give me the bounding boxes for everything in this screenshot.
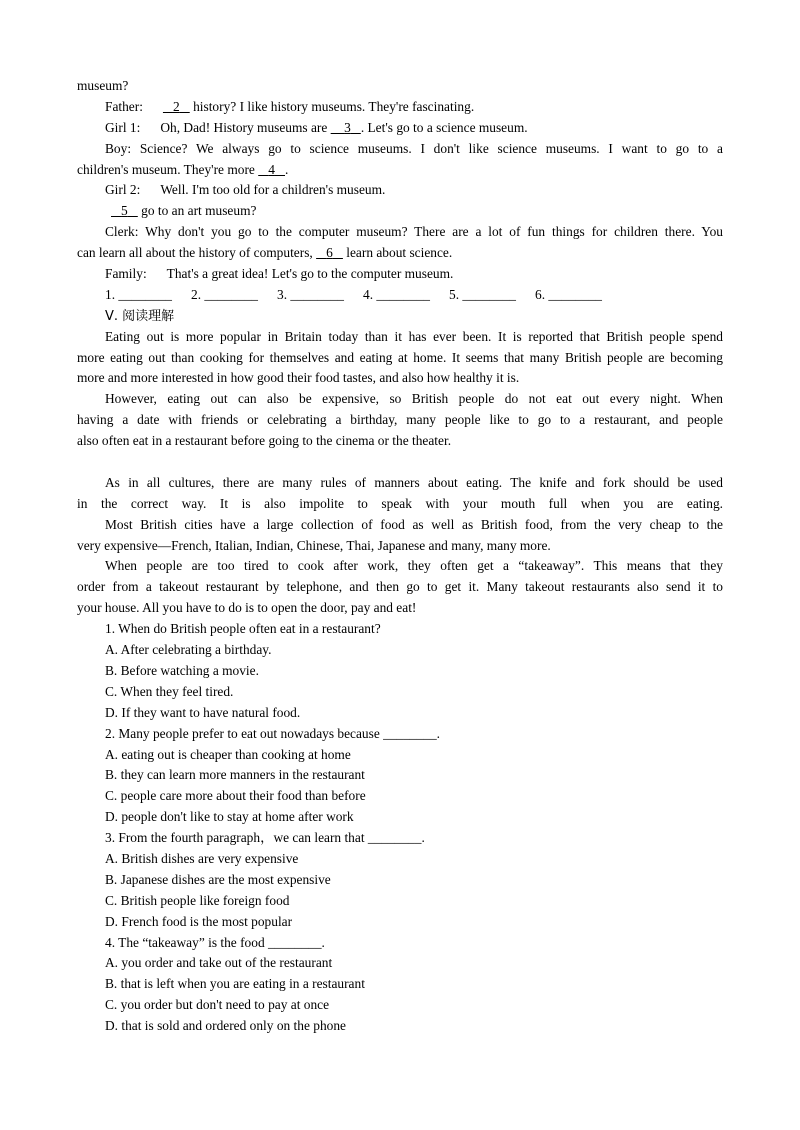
passage-line: Eating out is more popular in Britain today than it has ever been. It is reported that British people spend [105,328,723,344]
blank-5: 5 [121,203,128,219]
worksheet-page [77,76,723,1037]
option-2c[interactable]: C. people care more about their food than before [105,788,366,804]
dialogue-text: go to an art museum? [137,203,257,219]
speaker-label: Clerk: [105,224,139,240]
answer-blank-3[interactable]: 3. ________ [277,286,344,302]
answer-blank-2[interactable]: 2. ________ [191,286,258,302]
passage-line: having a date with friends or celebrating a birthday, many people like to go to a restaurant, and people [77,412,723,428]
answer-blank-5[interactable]: 5. ________ [449,286,516,302]
dialogue-text: Science? We always go to science museums. I don't like science museums. I want to go to a [139,140,723,156]
blank-3: 3 [344,119,351,135]
dialogue-line [77,160,723,181]
passage-line: more eating out than cooking for themselves and eating at home. It seems that many British people are becoming [77,349,723,365]
option-3b[interactable]: B. Japanese dishes are the most expensive [105,871,331,887]
question-2: 2. Many people prefer to eat out nowadays because ________. [105,725,441,741]
dialogue-text: Oh, Dad! History museums are [160,119,331,135]
dialogue-text: . [285,161,289,177]
dialogue-line-girl1 [77,118,723,139]
question-3: 3. From the fourth paragraph，we can learn that ________. [105,830,425,846]
speaker-label: Family: [105,266,147,282]
passage-line: As in all cultures, there are many rules of manners about eating. The knife and fork should be used [105,474,723,490]
speaker-label: Girl 1: [105,119,141,135]
option-1a[interactable]: A. After celebrating a birthday. [105,642,272,658]
question-4: 4. The “takeaway” is the food ________. [105,934,325,950]
option-3a[interactable]: A. British dishes are very expensive [105,850,299,866]
dialogue-line-father [77,97,723,118]
answer-blank-1[interactable]: 1. ________ [105,286,172,302]
passage-line: However, eating out can also be expensive, so British people do not eat out every night. When [105,391,723,407]
dialogue-text: can learn all about the history of computers, [77,245,317,261]
option-4d[interactable]: D. that is sold and ordered only on the phone [105,1018,346,1034]
option-1b[interactable]: B. Before watching a movie. [105,662,259,678]
option-2b[interactable]: B. they can learn more manners in the restaurant [105,767,365,783]
dialogue-text: Well. I'm too old for a children's museum. [160,182,386,198]
dialogue-text: history? I like history museums. They're fascinating. [189,98,475,114]
option-4c[interactable]: C. you order but don't need to pay at once [105,997,330,1013]
dialogue-line [77,243,723,264]
option-1c[interactable]: C. When they feel tired. [105,683,234,699]
dialogue-line-girl2 [77,180,723,201]
dialogue-line [77,201,723,222]
passage-line: Most British cities have a large collection of food as well as British food, from the very cheap to the [105,516,723,532]
blank-spacer [77,452,723,473]
passage-line: very expensive—French, Italian, Indian, Chinese, Thai, Japanese and many, many more. [77,537,551,553]
dialogue-text: museum? [77,78,129,93]
option-3c[interactable]: C. British people like foreign food [105,892,290,908]
speaker-label: Father: [105,98,143,114]
dialogue-line-clerk [77,222,723,243]
question-1: 1. When do British people often eat in a restaurant? [105,621,381,637]
blank-2: 2 [172,98,180,114]
dialogue-line [77,76,723,97]
speaker-label: Girl 2: [105,182,141,198]
passage-line: your house. All you have to do is to open the door, pay and eat! [77,600,417,616]
answer-blank-4[interactable]: 4. ________ [363,286,430,302]
dialogue-line-boy [77,139,723,160]
passage-line: When people are too tired to cook after work, they often get a “takeaway”. This means that they [105,558,723,574]
option-2d[interactable]: D. people don't like to stay at home after work [105,809,354,825]
option-2a[interactable]: A. eating out is cheaper than cooking at home [105,746,351,762]
option-3d[interactable]: D. French food is the most popular [105,913,293,929]
dialogue-text: That's a great idea! Let's go to the computer museum. [166,266,454,282]
passage-line: also often eat in a restaurant before going to the cinema or the theater. [77,433,452,449]
blank-6: 6 [326,245,333,261]
passage-line: in the correct way. It is also impolite to speak with your mouth full when you are eating. [77,495,723,511]
answer-blanks-row [77,285,723,306]
dialogue-text: Why don't you go to the computer museum? There are a lot of fun things for children there. You [145,224,723,240]
speaker-label: Boy: [105,140,132,156]
option-4a[interactable]: A. you order and take out of the restaurant [105,955,333,971]
option-4b[interactable]: B. that is left when you are eating in a restaurant [105,976,365,992]
option-1d[interactable]: D. If they want to have natural food. [105,704,301,720]
passage-line: more and more interested in how good their food tastes, and also how healthy it is. [77,370,520,386]
section-title: Ⅴ. 阅读理解 [105,308,175,324]
answer-blank-6[interactable]: 6. ________ [535,286,602,302]
dialogue-line-family [77,264,723,285]
blank-4: 4 [268,161,275,177]
dialogue-text: children's museum. They're more [77,161,259,177]
dialogue-text: learn about science. [342,245,453,261]
dialogue-text: . Let's go to a science museum. [360,119,528,135]
passage-line: order from a takeout restaurant by telephone, and then go to get it. Many takeout restaurants also send it to [77,579,723,595]
